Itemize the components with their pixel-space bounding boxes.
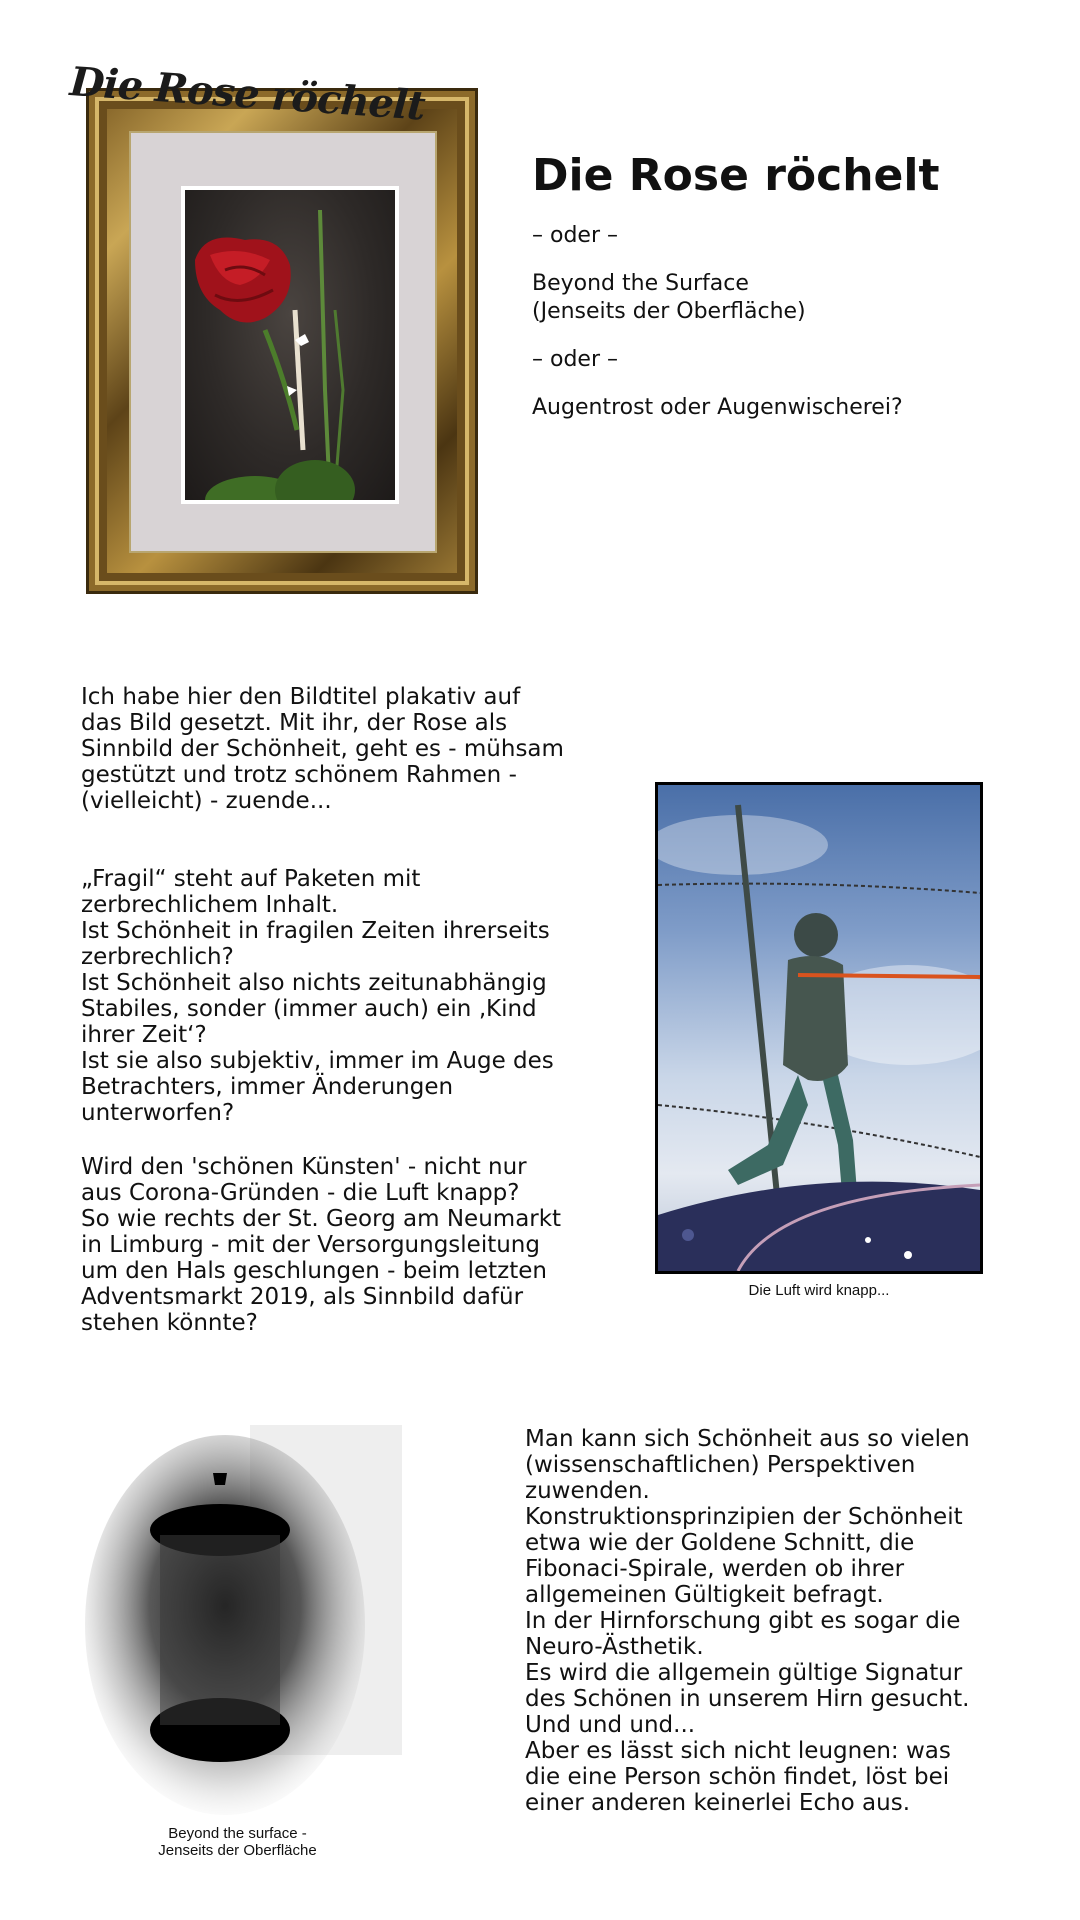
rose-photo	[181, 186, 399, 504]
page-title: Die Rose röchelt	[532, 150, 940, 201]
picture-mat	[129, 131, 437, 553]
rose-illustration	[185, 190, 395, 500]
statue-caption: Die Luft wird knapp...	[748, 1282, 890, 1299]
subtitle-german: (Jenseits der Oberfläche)	[532, 299, 806, 324]
abstract-caption-line-1: Beyond the surface -	[168, 1825, 307, 1842]
abstract-illustration	[80, 1425, 402, 1815]
alternative-separator-1: – oder –	[532, 223, 618, 248]
statue-illustration	[658, 785, 980, 1271]
paragraph-bildtitel: Ich habe hier den Bildtitel plakativ auf das Bild gesetzt. Mit ihr, der Rose als Sinnbild der Schönheit, geht es - mühsam gestützt und trotz schönem Rahmen - (vielleicht) - zuende...	[81, 684, 564, 814]
abstract-image	[80, 1425, 402, 1815]
paragraph-fragil: „Fragil“ steht auf Paketen mit zerbrechlichem Inhalt. Ist Schönheit in fragilen Zeiten ihrerseits zerbrechlich? Ist Schönheit also nichts zeitunabhängig Stabiles, sonder (immer auch) ein ‚Kind ihrer Zeit‘? Ist sie also subjektiv, immer im Auge des Betrachters, immer Änderungen unterworfen?	[81, 866, 554, 1126]
statue-photo	[655, 782, 983, 1274]
paragraph-perspektiven: Man kann sich Schönheit aus so vielen (wissenschaftlichen) Perspektiven zuwenden. Konstruktionsprinzipien der Schönheit etwa wie der Goldene Schnitt, die Fibonaci-Spirale, werden ob ihrer allgemeinen Gültigkeit befragt. In der Hirnforschung gibt es sogar die Neuro-Ästhetik. Es wird die allgemein gültige Signatur des Schönen in unserem Hirn gesucht. Und und und... Aber es lässt sich nicht leugnen: was die eine Person schön findet, löst bei einer anderen keinerlei Echo aus.	[525, 1426, 970, 1816]
subtitle-english: Beyond the Surface	[532, 271, 749, 296]
abstract-caption-line-2: Jenseits der Oberfläche	[158, 1842, 317, 1859]
paragraph-schoene-kuenste: Wird den 'schönen Künsten' - nicht nur aus Corona-Gründen - die Luft knapp? So wie rechts der St. Georg am Neumarkt in Limburg - mit der Versorgungsleitung um den Hals geschlungen - beim letzten Adventsmarkt 2019, als Sinnbild dafür stehen könnte?	[81, 1154, 562, 1336]
image-title-overlay: Die Rose röchelt	[68, 58, 427, 130]
alternative-separator-2: – oder –	[532, 347, 618, 372]
subtitle-question: Augentrost oder Augenwischerei?	[532, 395, 903, 420]
framed-rose-image	[86, 88, 478, 594]
abstract-caption	[120, 1825, 355, 1859]
